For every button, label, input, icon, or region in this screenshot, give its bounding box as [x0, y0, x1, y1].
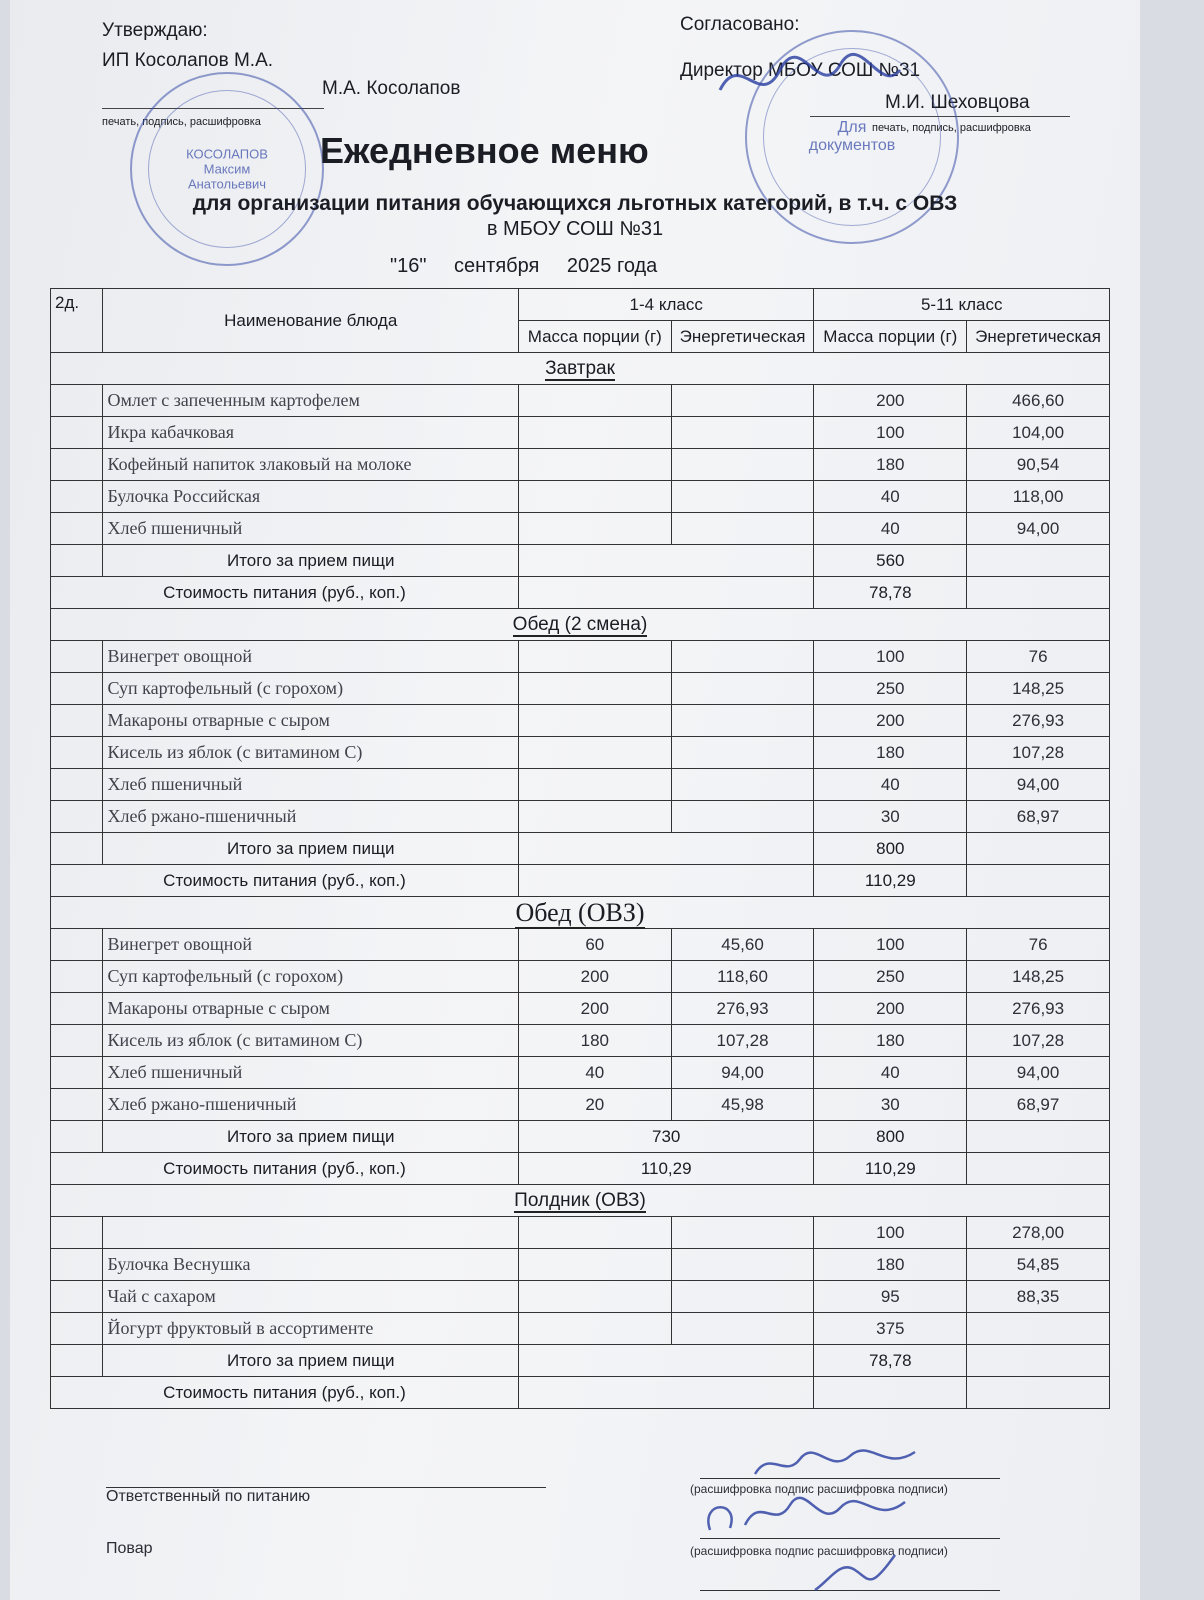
table-row: [51, 385, 1110, 417]
row-number-cell: [51, 833, 103, 865]
cost-energy-5-11: [967, 1153, 1110, 1185]
cost-energy-5-11: [967, 577, 1110, 609]
table-row: [51, 769, 1110, 801]
total-label: Итого за прием пищи: [103, 833, 518, 865]
dish-name: Хлеб пшеничный: [103, 769, 518, 801]
cost-1-4: [518, 865, 814, 897]
page-title: Ежедневное меню: [320, 130, 649, 171]
section-row: [51, 609, 1110, 641]
agree-label: Согласовано:: [680, 14, 800, 35]
cost-label: Стоимость питания (руб., коп.): [51, 1153, 519, 1185]
dish-name: [103, 1217, 518, 1249]
mass-5-11: 40: [814, 481, 967, 513]
table-row: [51, 1025, 1110, 1057]
cost-1-4: 110,29: [518, 1153, 814, 1185]
mass-5-11: 180: [814, 449, 967, 481]
energy-1-4: [671, 1249, 814, 1281]
row-number-cell: [51, 993, 103, 1025]
agree-signer: М.И. Шеховцова: [885, 92, 1030, 113]
table-row: [51, 1089, 1110, 1121]
cost-energy-5-11: [967, 1377, 1110, 1409]
row-number-cell: [51, 641, 103, 673]
mass-5-11: 30: [814, 801, 967, 833]
mass-5-11: 250: [814, 961, 967, 993]
mass-5-11: 40: [814, 1057, 967, 1089]
stamp-line-1: Для: [837, 119, 867, 136]
total-label: Итого за прием пищи: [103, 1345, 518, 1377]
agree-signature: [710, 40, 910, 120]
mass-1-4: [518, 1249, 671, 1281]
row-number-cell: [51, 1025, 103, 1057]
cost-1-4: [518, 577, 814, 609]
mass-1-4: [518, 673, 671, 705]
row-number-cell: [51, 673, 103, 705]
table-row: [51, 673, 1110, 705]
total-energy-5-11: [967, 1121, 1110, 1153]
energy-1-4: [671, 641, 814, 673]
approve-caption: печать, подпись, расшифровка: [102, 116, 261, 128]
table-row: [51, 993, 1110, 1025]
dish-name: Макароны отварные с сыром: [103, 705, 518, 737]
menu-date: [390, 255, 679, 278]
dish-name: Омлет с запеченным картофелем: [103, 385, 518, 417]
cost-1-4: [518, 1377, 814, 1409]
row-number-cell: [51, 1057, 103, 1089]
energy-5-11: 107,28: [967, 1025, 1110, 1057]
date-day: "16": [390, 255, 427, 277]
mass-5-11: 100: [814, 1217, 967, 1249]
energy-1-4: 118,60: [671, 961, 814, 993]
cost-row: [51, 1377, 1110, 1409]
energy-1-4: [671, 1217, 814, 1249]
menu-sheet: [10, 0, 1140, 1600]
dish-name: Икра кабачковая: [103, 417, 518, 449]
dish-name: Кофейный напиток злаковый на молоке: [103, 449, 518, 481]
section-title: Обед (2 смена): [512, 613, 648, 635]
cost-5-11: [814, 1377, 967, 1409]
row-number-cell: [51, 961, 103, 993]
col-energy-1-4: Энергетическая: [671, 321, 814, 353]
row-number-cell: [51, 545, 103, 577]
table-row: [51, 1313, 1110, 1345]
table-row: [51, 1217, 1110, 1249]
total-5-11: 800: [814, 1121, 967, 1153]
responsible-line: [106, 1487, 546, 1488]
menu-body: [51, 353, 1110, 1409]
mass-5-11: 40: [814, 513, 967, 545]
row-number-cell: [51, 1089, 103, 1121]
energy-5-11: 148,25: [967, 673, 1110, 705]
mass-5-11: 180: [814, 737, 967, 769]
cost-5-11: 110,29: [814, 865, 967, 897]
table-row: [51, 513, 1110, 545]
mass-5-11: 180: [814, 1025, 967, 1057]
dish-name: Булочка Веснушка: [103, 1249, 518, 1281]
table-row: [51, 737, 1110, 769]
mass-1-4: 60: [518, 929, 671, 961]
mass-1-4: [518, 801, 671, 833]
energy-1-4: [671, 513, 814, 545]
cost-row: [51, 865, 1110, 897]
extra-signature: [810, 1550, 900, 1595]
table-header-row: [51, 289, 1110, 321]
dish-name: Винегрет овощной: [103, 929, 518, 961]
mass-1-4: [518, 769, 671, 801]
energy-5-11: 76: [967, 929, 1110, 961]
mass-5-11: 95: [814, 1281, 967, 1313]
total-label: Итого за прием пищи: [103, 545, 518, 577]
row-number-cell: [51, 385, 103, 417]
mass-1-4: 200: [518, 993, 671, 1025]
energy-5-11: 68,97: [967, 801, 1110, 833]
row-number-cell: [51, 929, 103, 961]
dish-name: Хлеб ржано-пшеничный: [103, 801, 518, 833]
cost-label: Стоимость питания (руб., коп.): [51, 865, 519, 897]
energy-1-4: [671, 1313, 814, 1345]
col-grade-1-4: 1-4 класс: [518, 289, 814, 321]
table-row: [51, 481, 1110, 513]
row-number-cell: [51, 1345, 103, 1377]
energy-1-4: 45,60: [671, 929, 814, 961]
col-mass-1-4: Масса порции (г): [518, 321, 671, 353]
row-number-cell: [51, 1249, 103, 1281]
table-row: [51, 1057, 1110, 1089]
cook-caption: (расшифровка подпис расшифровка подписи): [690, 1544, 948, 1558]
stamp-line-3: Анатольевич: [187, 176, 267, 192]
dish-name: Хлеб ржано-пшеничный: [103, 1089, 518, 1121]
energy-1-4: [671, 449, 814, 481]
energy-1-4: [671, 1281, 814, 1313]
energy-1-4: [671, 705, 814, 737]
section-row: [51, 353, 1110, 385]
energy-1-4: 94,00: [671, 1057, 814, 1089]
energy-5-11: 94,00: [967, 769, 1110, 801]
row-number-cell: [51, 449, 103, 481]
energy-5-11: 276,93: [967, 705, 1110, 737]
mass-1-4: [518, 705, 671, 737]
agree-position: Директор МБОУ СОШ №31: [680, 60, 921, 81]
responsible-signature: [750, 1444, 920, 1484]
mass-1-4: [518, 385, 671, 417]
energy-1-4: [671, 385, 814, 417]
menu-table: [50, 288, 1110, 1409]
dish-name: Йогурт фруктовый в ассортименте: [103, 1313, 518, 1345]
mass-5-11: 375: [814, 1313, 967, 1345]
row-number-cell: [51, 513, 103, 545]
table-row: [51, 929, 1110, 961]
agree-caption: печать, подпись, расшифровка: [872, 122, 1031, 134]
cost-5-11: 110,29: [814, 1153, 967, 1185]
col-dish-name: Наименование блюда: [103, 289, 518, 353]
row-number-cell: [51, 769, 103, 801]
mass-5-11: 200: [814, 385, 967, 417]
mass-1-4: [518, 513, 671, 545]
mass-1-4: [518, 417, 671, 449]
mass-5-11: 40: [814, 769, 967, 801]
approve-signer: М.А. Косолапов: [322, 78, 461, 99]
energy-5-11: 76: [967, 641, 1110, 673]
table-row: [51, 417, 1110, 449]
row-number-cell: [51, 737, 103, 769]
page-subtitle: для организации питания обучающихся льготных категорий, в т.ч. с ОВЗ: [192, 192, 958, 215]
energy-5-11: [967, 1313, 1110, 1345]
total-energy-5-11: [967, 1345, 1110, 1377]
mass-5-11: 250: [814, 673, 967, 705]
energy-1-4: [671, 481, 814, 513]
total-energy-5-11: [967, 545, 1110, 577]
mass-5-11: 200: [814, 705, 967, 737]
dish-name: Булочка Российская: [103, 481, 518, 513]
dish-name: Чай с сахаром: [103, 1281, 518, 1313]
table-row: [51, 705, 1110, 737]
table-row: [51, 449, 1110, 481]
energy-1-4: 45,98: [671, 1089, 814, 1121]
mass-1-4: 20: [518, 1089, 671, 1121]
total-5-11: 560: [814, 545, 967, 577]
total-row: [51, 1345, 1110, 1377]
mass-5-11: 100: [814, 929, 967, 961]
table-row: [51, 961, 1110, 993]
stamp-line-2: Максим: [203, 161, 251, 177]
cost-label: Стоимость питания (руб., коп.): [51, 577, 519, 609]
stamp-line-2: документов: [808, 137, 896, 154]
date-month: сентября: [454, 255, 540, 277]
total-1-4: [518, 833, 814, 865]
mass-5-11: 200: [814, 993, 967, 1025]
total-row: [51, 1121, 1110, 1153]
energy-5-11: 94,00: [967, 513, 1110, 545]
row-number-cell: [51, 1217, 103, 1249]
energy-5-11: 148,25: [967, 961, 1110, 993]
total-5-11: 800: [814, 833, 967, 865]
mass-5-11: 30: [814, 1089, 967, 1121]
mass-1-4: [518, 1313, 671, 1345]
mass-1-4: [518, 641, 671, 673]
mass-1-4: [518, 1281, 671, 1313]
cost-label: Стоимость питания (руб., коп.): [51, 1377, 519, 1409]
dish-name: Суп картофельный (с горохом): [103, 673, 518, 705]
row-number-cell: [51, 801, 103, 833]
energy-1-4: [671, 673, 814, 705]
energy-5-11: 88,35: [967, 1281, 1110, 1313]
total-1-4: 730: [518, 1121, 814, 1153]
mass-5-11: 180: [814, 1249, 967, 1281]
energy-1-4: 107,28: [671, 1025, 814, 1057]
total-1-4: [518, 1345, 814, 1377]
mass-1-4: 180: [518, 1025, 671, 1057]
mass-1-4: 200: [518, 961, 671, 993]
mass-5-11: 100: [814, 417, 967, 449]
responsible-label: Ответственный по питанию: [106, 1488, 311, 1505]
energy-5-11: 104,00: [967, 417, 1110, 449]
table-row: [51, 1249, 1110, 1281]
energy-5-11: 54,85: [967, 1249, 1110, 1281]
dish-name: Кисель из яблок (с витамином С): [103, 1025, 518, 1057]
dish-name: Хлеб пшеничный: [103, 513, 518, 545]
mass-1-4: [518, 449, 671, 481]
col-mass-5-11: Масса порции (г): [814, 321, 967, 353]
energy-5-11: 276,93: [967, 993, 1110, 1025]
section-row: [51, 1185, 1110, 1217]
row-number-cell: [51, 1281, 103, 1313]
energy-5-11: 118,00: [967, 481, 1110, 513]
row-number-cell: [51, 1313, 103, 1345]
row-number-cell: [51, 481, 103, 513]
school-name: в МБОУ СОШ №31: [486, 218, 664, 240]
energy-5-11: 466,60: [967, 385, 1110, 417]
cost-row: [51, 1153, 1110, 1185]
section-title: Полдник (ОВЗ): [514, 1189, 646, 1211]
mass-1-4: [518, 481, 671, 513]
section-row: [51, 897, 1110, 929]
table-row: [51, 641, 1110, 673]
dish-name: Винегрет овощной: [103, 641, 518, 673]
dish-name: Макароны отварные с сыром: [103, 993, 518, 1025]
approve-label: Утверждаю:: [102, 20, 208, 41]
total-1-4: [518, 545, 814, 577]
dish-name: Кисель из яблок (с витамином С): [103, 737, 518, 769]
responsible-caption: (расшифровка подпис расшифровка подписи): [690, 1482, 948, 1496]
energy-1-4: 276,93: [671, 993, 814, 1025]
energy-5-11: 94,00: [967, 1057, 1110, 1089]
total-row: [51, 545, 1110, 577]
energy-1-4: [671, 417, 814, 449]
approve-person: ИП Косолапов М.А.: [102, 50, 274, 71]
mass-5-11: 100: [814, 641, 967, 673]
total-energy-5-11: [967, 833, 1110, 865]
energy-1-4: [671, 769, 814, 801]
cook-signature: [700, 1490, 910, 1540]
cost-5-11: 78,78: [814, 577, 967, 609]
row-number-cell: [51, 417, 103, 449]
col-energy-5-11: Энергетическая: [967, 321, 1110, 353]
table-row: [51, 1281, 1110, 1313]
mass-1-4: [518, 1217, 671, 1249]
energy-5-11: 107,28: [967, 737, 1110, 769]
energy-1-4: [671, 801, 814, 833]
energy-5-11: 278,00: [967, 1217, 1110, 1249]
col-grade-5-11: 5-11 класс: [814, 289, 1110, 321]
stamp-line-1: КОСОЛАПОВ: [186, 146, 268, 162]
cost-row: [51, 577, 1110, 609]
dish-name: Хлеб пшеничный: [103, 1057, 518, 1089]
mass-1-4: 40: [518, 1057, 671, 1089]
total-5-11: 78,78: [814, 1345, 967, 1377]
cook-label: Повар: [106, 1540, 153, 1557]
row-number-cell: [51, 705, 103, 737]
cost-energy-5-11: [967, 865, 1110, 897]
energy-5-11: 68,97: [967, 1089, 1110, 1121]
energy-5-11: 90,54: [967, 449, 1110, 481]
section-title: Завтрак: [545, 357, 615, 379]
mass-1-4: [518, 737, 671, 769]
table-row: [51, 801, 1110, 833]
total-row: [51, 833, 1110, 865]
energy-1-4: [671, 737, 814, 769]
row-number-cell: [51, 1121, 103, 1153]
date-year: 2025 года: [566, 255, 658, 277]
day-label: 2д.: [51, 289, 103, 353]
total-label: Итого за прием пищи: [103, 1121, 518, 1153]
section-title: Обед (ОВЗ): [515, 897, 645, 927]
dish-name: Суп картофельный (с горохом): [103, 961, 518, 993]
